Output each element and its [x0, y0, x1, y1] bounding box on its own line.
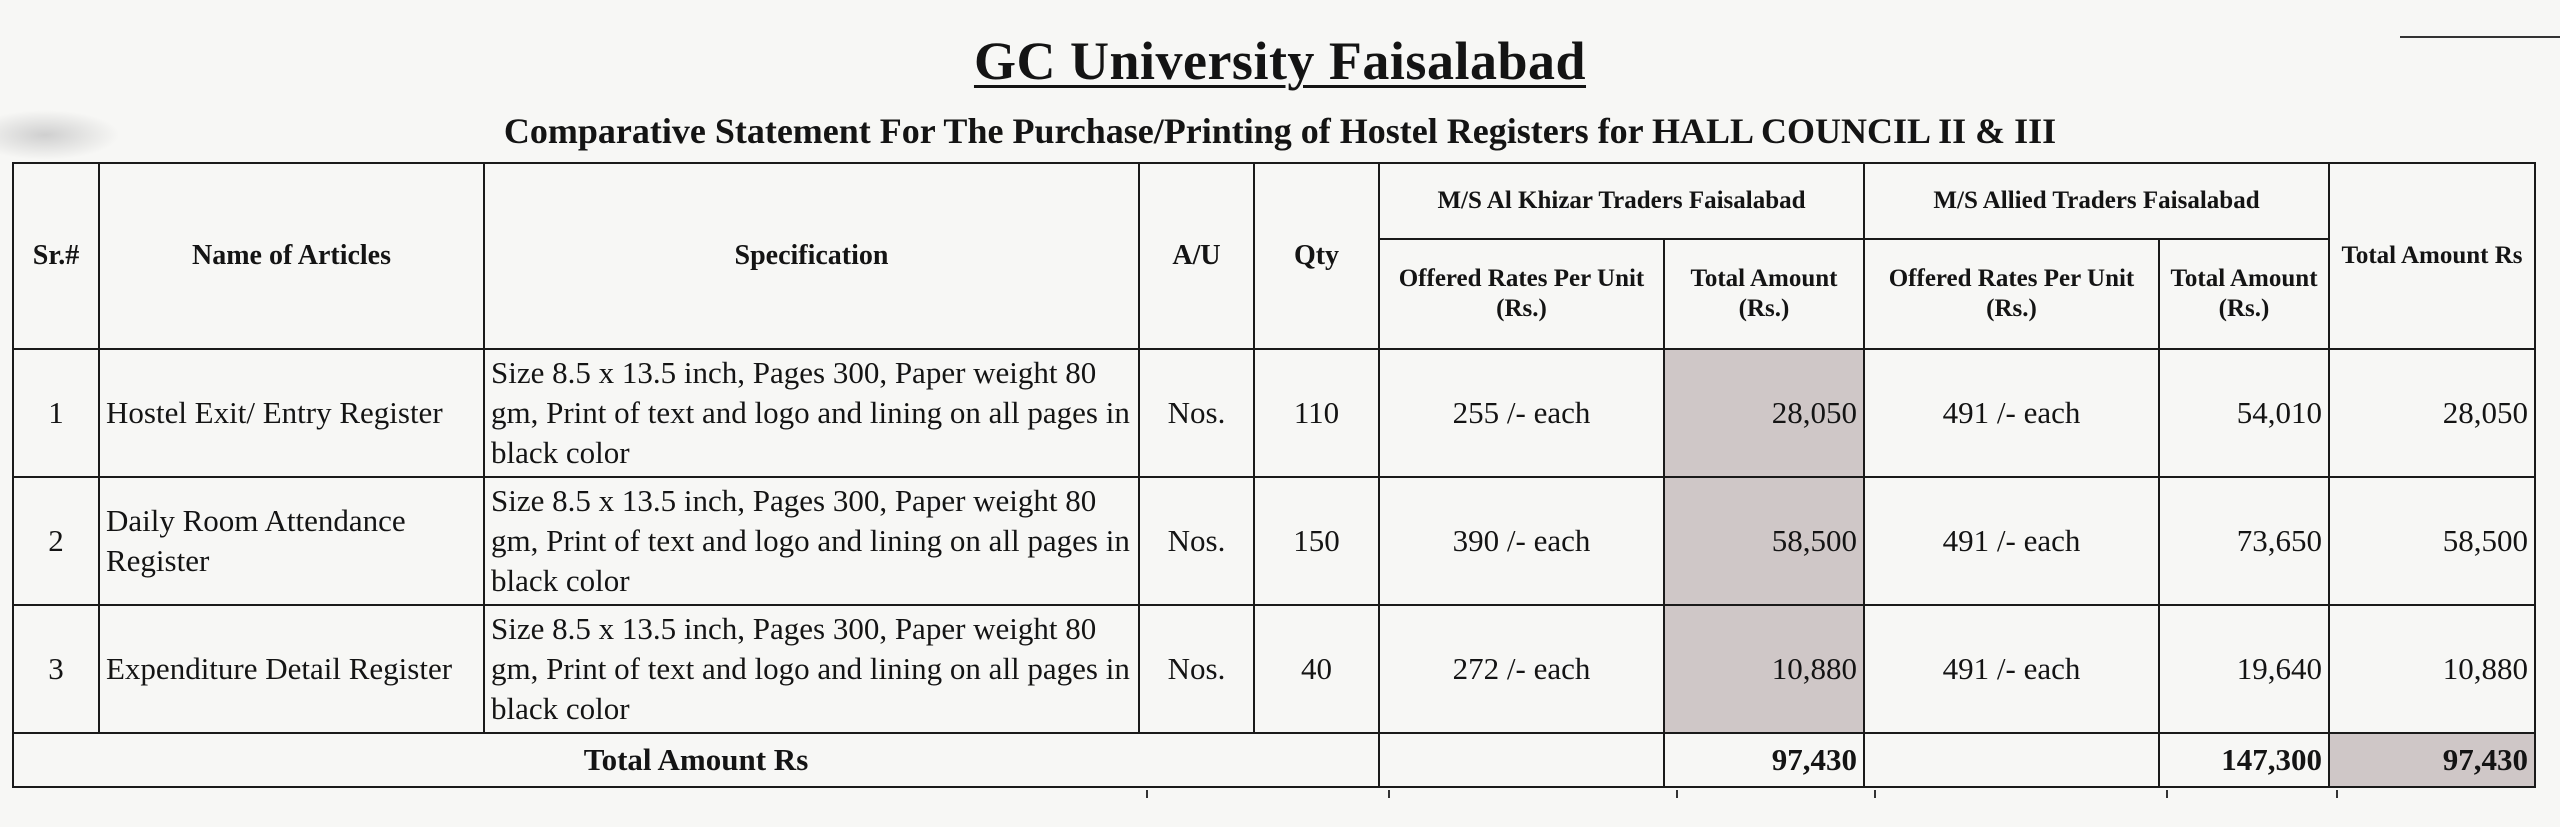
header-v1-total-amount: Total Amount (Rs.): [1664, 239, 1864, 349]
cell-au: Nos.: [1139, 605, 1254, 733]
total-row: [13, 733, 2535, 787]
table-row: [13, 477, 2535, 605]
cell-v2-rate: 491 /- each: [1864, 605, 2159, 733]
document-subtitle: Comparative Statement For The Purchase/Printing of Hostel Registers for HALL COUNCIL II & III: [503, 111, 2057, 151]
total-v2-rate-empty: [1864, 733, 2159, 787]
cell-sr: 2: [13, 477, 99, 605]
comparative-statement-table: [12, 162, 2536, 788]
cell-au: Nos.: [1139, 477, 1254, 605]
cell-article-name: Hostel Exit/ Entry Register: [99, 349, 484, 477]
cut-tick: [2336, 790, 2338, 798]
cell-total: 10,880: [2329, 605, 2535, 733]
cell-v2-total: 54,010: [2159, 349, 2329, 477]
cell-v1-rate: 390 /- each: [1379, 477, 1664, 605]
header-qty: Qty: [1254, 163, 1379, 349]
total-v2-amount: 147,300: [2159, 733, 2329, 787]
title-text: GC University Faisalabad: [973, 31, 1587, 91]
cell-article-name: Expenditure Detail Register: [99, 605, 484, 733]
header-vendor-al-khizar: M/S Al Khizar Traders Faisalabad: [1379, 163, 1864, 239]
header-row-top: [13, 163, 2535, 239]
table-row: [13, 349, 2535, 477]
cell-specification: Size 8.5 x 13.5 inch, Pages 300, Paper weight 80 gm, Print of text and logo and lining on all pages in black color: [484, 477, 1139, 605]
cut-tick: [1146, 790, 1148, 798]
cell-v2-rate: 491 /- each: [1864, 477, 2159, 605]
total-v1-amount: 97,430: [1664, 733, 1864, 787]
header-v1-offered-rates: Offered Rates Per Unit (Rs.): [1379, 239, 1664, 349]
cell-total: 28,050: [2329, 349, 2535, 477]
cell-au: Nos.: [1139, 349, 1254, 477]
header-total-amount-rs: Total Amount Rs: [2329, 163, 2535, 349]
cell-sr: 3: [13, 605, 99, 733]
cell-article-name: Daily Room Attendance Register: [99, 477, 484, 605]
header-v2-total-amount: Total Amount (Rs.): [2159, 239, 2329, 349]
cell-sr: 1: [13, 349, 99, 477]
header-name-of-articles: Name of Articles: [99, 163, 484, 349]
header-specification: Specification: [484, 163, 1139, 349]
cell-qty: 40: [1254, 605, 1379, 733]
cell-v1-total: 28,050: [1664, 349, 1864, 477]
cell-specification: Size 8.5 x 13.5 inch, Pages 300, Paper weight 80 gm, Print of text and logo and lining on all pages in black color: [484, 605, 1139, 733]
cell-v1-total: 10,880: [1664, 605, 1864, 733]
cell-v1-rate: 255 /- each: [1379, 349, 1664, 477]
cell-v1-total: 58,500: [1664, 477, 1864, 605]
cell-specification: Size 8.5 x 13.5 inch, Pages 300, Paper weight 80 gm, Print of text and logo and lining on all pages in black color: [484, 349, 1139, 477]
cell-qty: 110: [1254, 349, 1379, 477]
table-row: [13, 605, 2535, 733]
total-v1-rate-empty: [1379, 733, 1664, 787]
cell-v2-rate: 491 /- each: [1864, 349, 2159, 477]
cut-tick: [1676, 790, 1678, 798]
cut-tick: [1874, 790, 1876, 798]
document-title: [0, 30, 2560, 92]
cell-total: 58,500: [2329, 477, 2535, 605]
cut-tick: [1388, 790, 1390, 798]
header-au: A/U: [1139, 163, 1254, 349]
header-v2-offered-rates: Offered Rates Per Unit (Rs.): [1864, 239, 2159, 349]
cell-v2-total: 73,650: [2159, 477, 2329, 605]
cut-tick: [2166, 790, 2168, 798]
page-cut-edge: [0, 790, 2560, 827]
header-vendor-allied: M/S Allied Traders Faisalabad: [1864, 163, 2329, 239]
cell-v2-total: 19,640: [2159, 605, 2329, 733]
header-sr: Sr.#: [13, 163, 99, 349]
cell-v1-rate: 272 /- each: [1379, 605, 1664, 733]
cell-qty: 150: [1254, 477, 1379, 605]
grand-total-amount: 97,430: [2329, 733, 2535, 787]
total-label: Total Amount Rs: [13, 733, 1379, 787]
